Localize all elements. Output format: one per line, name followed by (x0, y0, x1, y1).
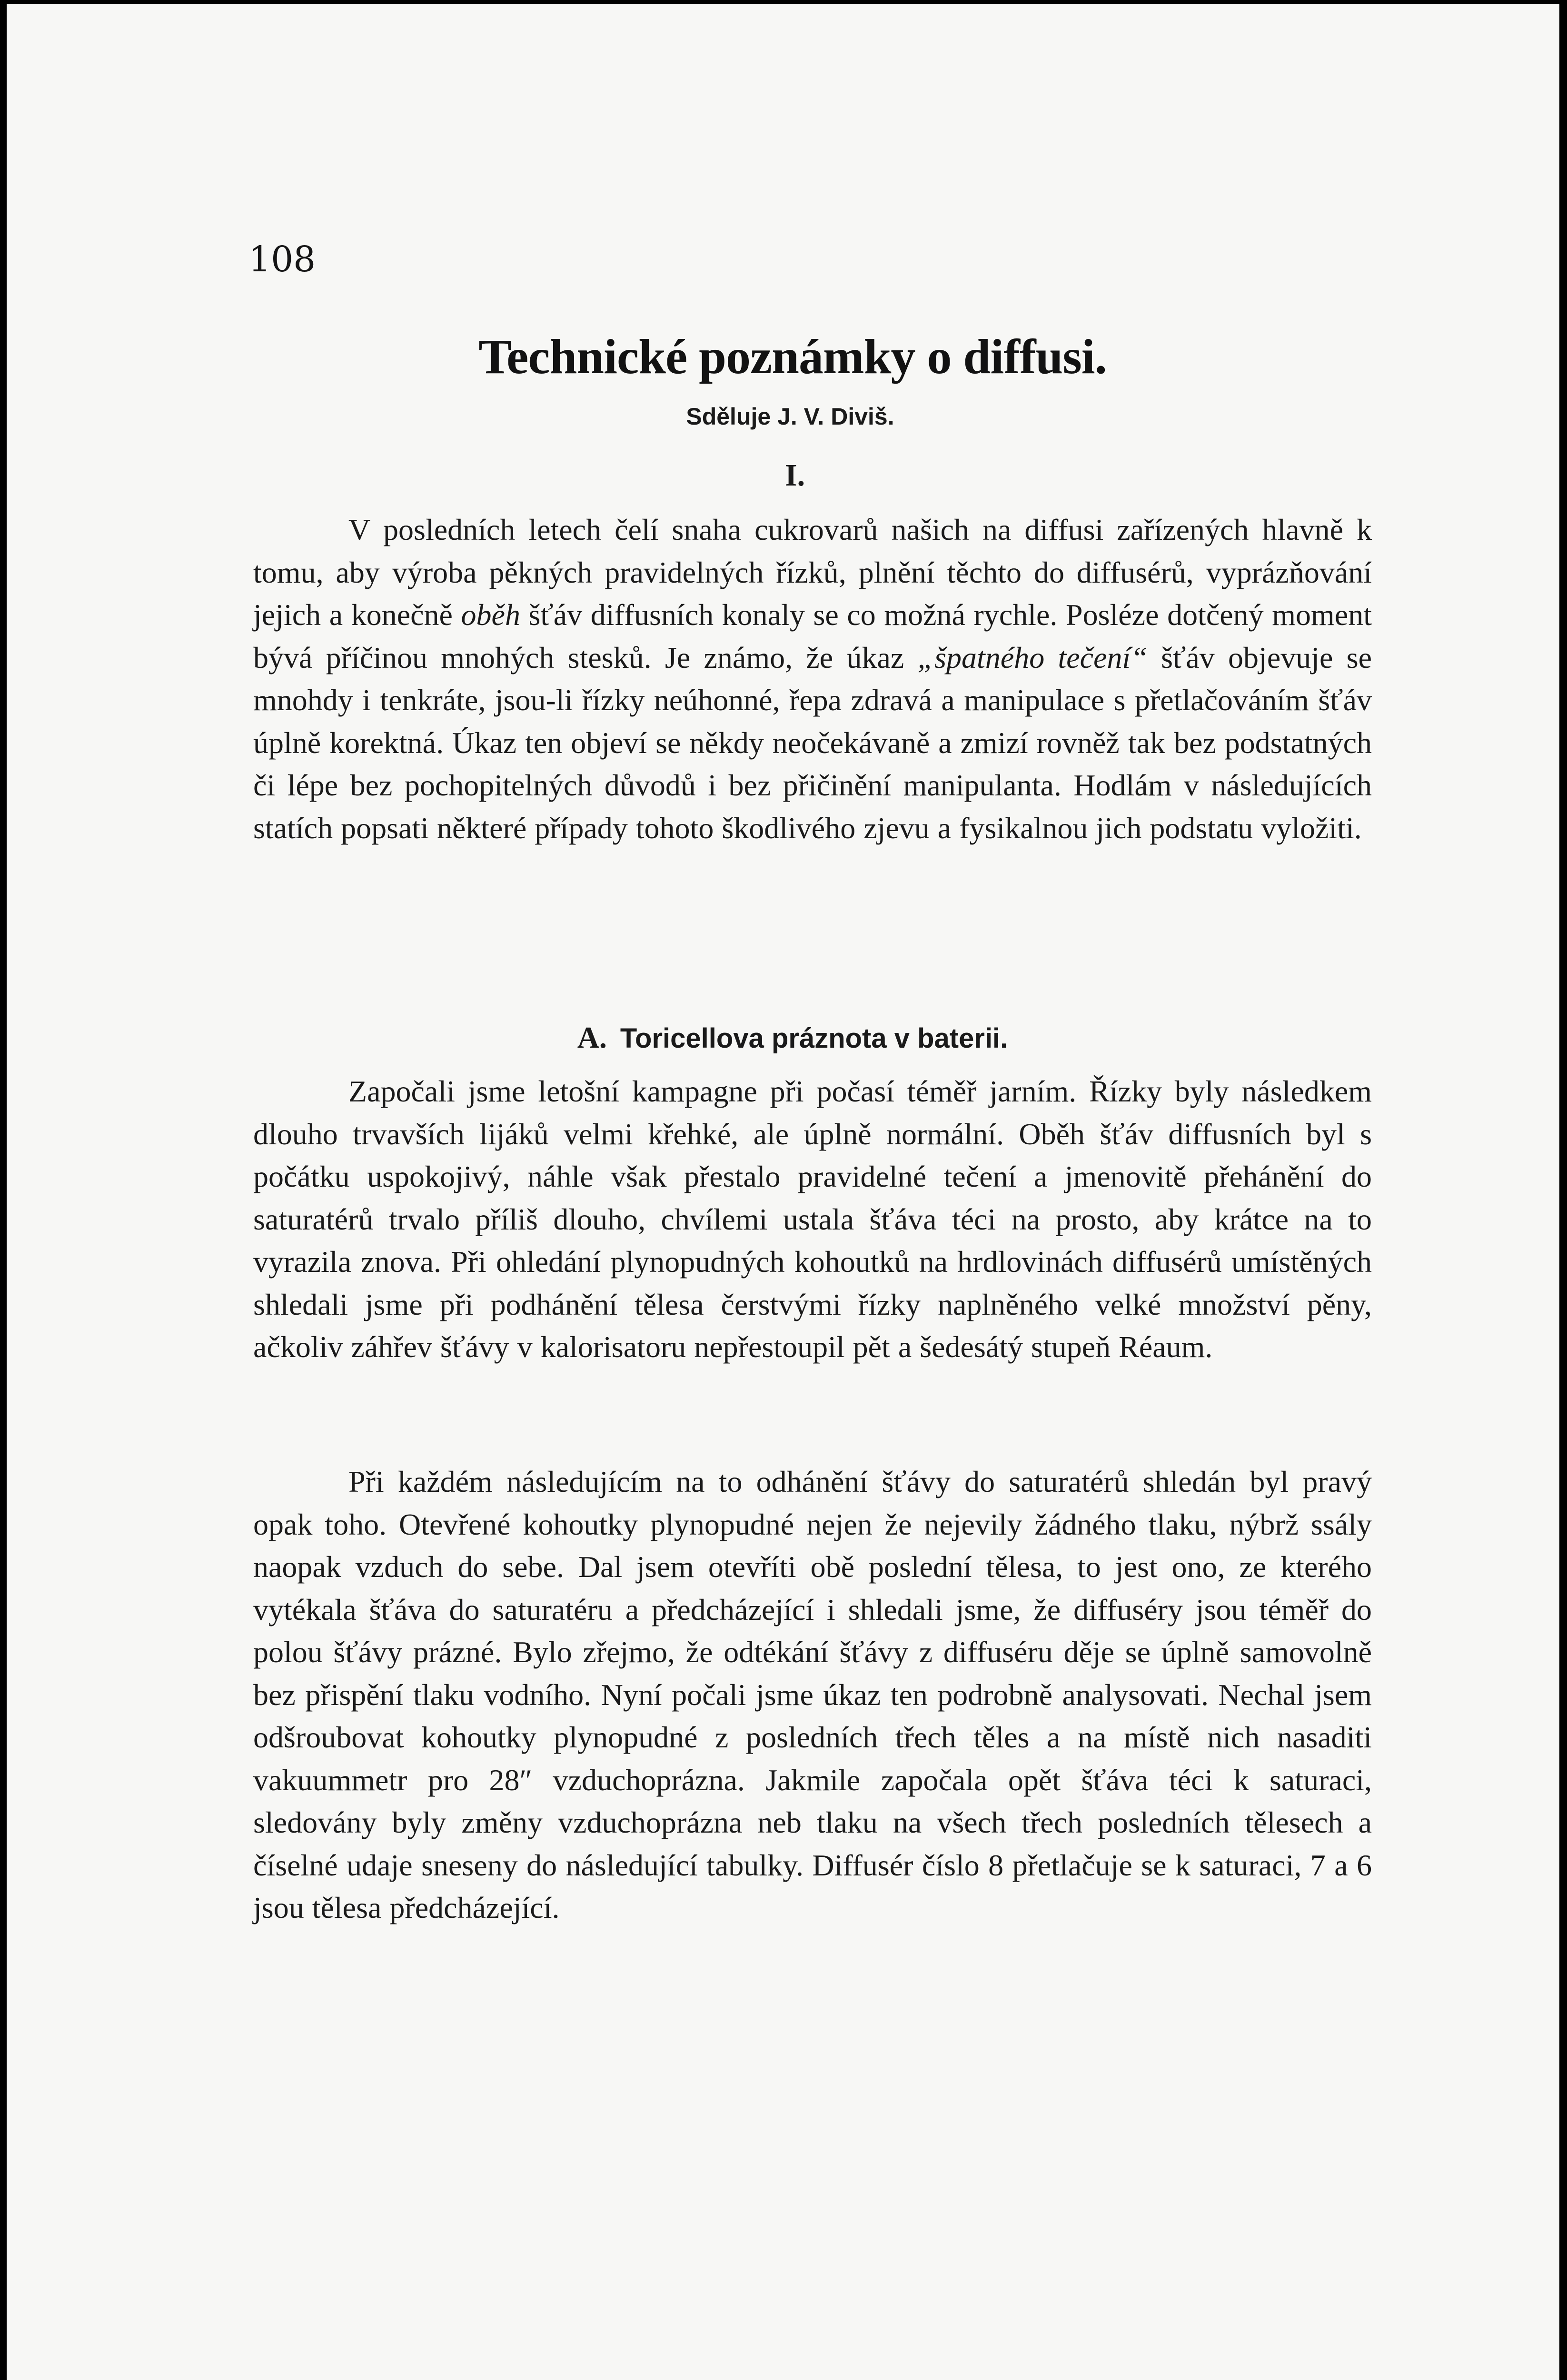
emphasis-spatneho-teceni: „špatného tečení“ (917, 640, 1148, 674)
article-title: Technické poznámky o diffusi. (478, 329, 1107, 384)
section-heading-text: Toricellova práznota v baterii. (620, 1023, 1008, 1054)
paragraph-section-a-1 (253, 1070, 1372, 1368)
part-numeral: I. (784, 458, 805, 493)
page-number: 108 (248, 239, 316, 280)
paragraph-intro-text-3: šťáv objevuje se mnohdy i tenkráte, jsou-li řízky neúhonné, řepa zdravá a manipulace s přetlačováním šťáv úplně korektná. Úkaz ten objeví se někdy neočekávaně a zmizí rovněž tak bez podstatných či lépe bez pochopitelných důvodů i bez přičinění manipulanta. Hodlám v následujících statích popsati některé případy tohoto škodlivého zjevu a fysikalnou jich podstatu vyložiti. (253, 640, 1372, 845)
emphasis-obeh: oběh (461, 598, 520, 632)
paragraph-intro-text-2: šťáv diffusních konaly se co možná rychle. Posléze dotčený moment bývá příčinou mnohých stesků. Je známo, že úkaz (253, 598, 1372, 674)
book-page (7, 4, 1559, 2380)
section-letter: A. (577, 1021, 607, 1054)
paragraph-section-a-2-text: Při každém následujícím na to odhánění šťávy do saturatérů shledán byl pravý opak toho. Otevřené kohoutky plynopudné nejen že nejevily žádného tlaku, nýbrž ssály naopak vzduch do sebe. Dal jsem otevříti obě poslední tělesa, to jest ono, ze kterého vytékala šťáva do saturatéru a předcházející i shledali jsme, že diffuséry jsou téměř do polou šťávy prázné. Bylo zřejmo, že odtékání šťávy z diffuséru děje se úplně samovolně bez přispění tlaku vodního. Nyní počali jsme úkaz ten podrobně analysovati. Nechal jsem odšroubovat kohoutky plynopudné z posledních třech těles a na místě nich nasaditi vakuummetr pro 28″ vzduchoprázna. Jakmile započala opět šťáva téci k saturaci, sledovány byly změny vzduchoprázna neb tlaku na všech třech posledních tělesech a číselné udaje sneseny do následující tabulky. Diffusér číslo 8 přetlačuje se k saturaci, 7 a 6 jsou tělesa předcházející. (253, 1465, 1372, 1924)
paragraph-section-a-1-text: Započali jsme letošní kampagne při počasí téměř jarním. Řízky byly následkem dlouho trvavších lijáků velmi křehké, ale úplně normální. Oběh šťáv diffusních byl s počátku uspokojivý, náhle však přestalo pravidelné tečení a jmenovitě přehánění do saturatérů trvalo příliš dlouho, chvílemi ustala šťáva téci na prosto, aby krátce na to vyrazila znova. Při ohledání plynopudných kohoutků na hrdlovinách diffusérů umístěných shledali jsme při podhánění tělesa čerstvými řízky naplněného velké množství pěny, ačkoliv záhřev šťávy v kalorisatoru nepřestoupil pět a šedesátý stupeň Réaum. (253, 1074, 1372, 1364)
section-heading-a (7, 1022, 1559, 1053)
author-line: Sděluje J. V. Diviš. (686, 403, 894, 430)
paragraph-intro (253, 508, 1372, 849)
paragraph-section-a-2 (253, 1460, 1372, 1929)
paragraph-intro-text-1: V posledních letech čelí snaha cukrovarů našich na diffusi zařízených hlavně k tomu, aby výroba pěkných pravidelných řízků, plnění těchto do diffusérů, vyprázňování jejich a konečně (253, 513, 1372, 632)
